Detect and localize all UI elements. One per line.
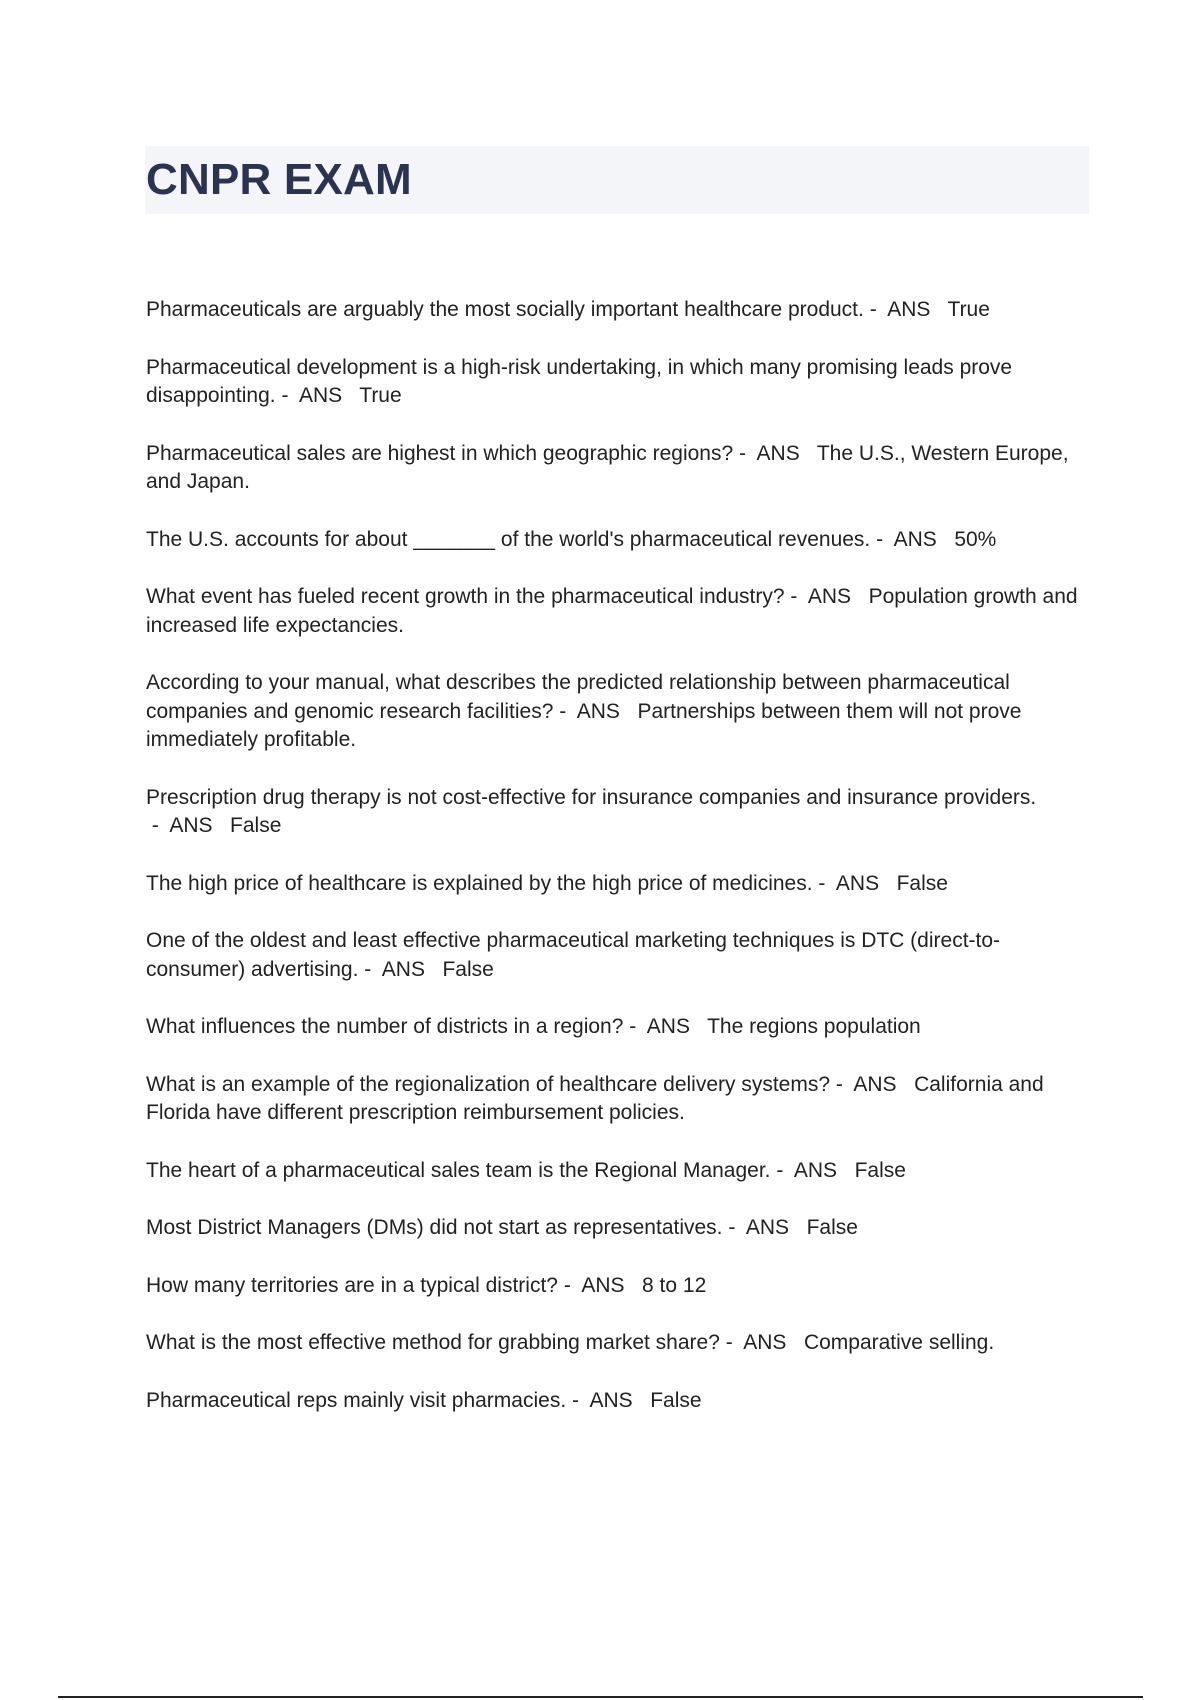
answer-marker: ANS bbox=[893, 527, 937, 551]
question-text: What is an example of the regionalization of healthcare delivery systems? bbox=[146, 1072, 831, 1096]
answer-marker: ANS bbox=[756, 441, 800, 465]
answer-marker: ANS bbox=[835, 871, 880, 895]
answer-marker: ANS bbox=[853, 1072, 897, 1096]
question-text: Pharmaceuticals are arguably the most socially important healthcare product. bbox=[146, 298, 864, 321]
question-text: Pharmaceutical sales are highest in which geographic regions? bbox=[146, 441, 734, 465]
answer-marker: ANS bbox=[169, 814, 213, 837]
answer-marker: ANS bbox=[887, 298, 931, 321]
answer-marker: ANS bbox=[298, 384, 343, 407]
question-text: Prescription drug therapy is not cost-effective for insurance companies and insurance providers. bbox=[146, 785, 1037, 809]
qa-item: According to your manual, what describes the predicted relationship between pharmaceutical companies and genomic research facilities? - ANS Partnerships between them will not prove immediately profitable. bbox=[146, 671, 1022, 751]
question-text: The high price of healthcare is explained by the high price of medicines. bbox=[146, 871, 813, 895]
answer-text: False bbox=[230, 814, 282, 837]
qa-list bbox=[146, 296, 1096, 1444]
answer-marker: ANS bbox=[581, 1273, 625, 1297]
question-text: What influences the number of districts in a region? bbox=[146, 1015, 624, 1038]
question-text: According to your manual, what describes the predicted relationship between pharmaceutical companies and genomic research facilities? bbox=[146, 671, 1010, 723]
answer-marker: ANS bbox=[646, 1015, 690, 1038]
question-text: Pharmaceutical reps mainly visit pharmacies. bbox=[146, 1388, 567, 1412]
answer-marker: ANS bbox=[576, 699, 620, 723]
answer-text: True bbox=[947, 298, 990, 321]
answer-marker: ANS bbox=[745, 1216, 790, 1239]
qa-item: What is an example of the regionalization of healthcare delivery systems? - ANS California and Florida have different prescription reimbursement policies. bbox=[146, 1072, 1044, 1124]
answer-text: The regions population bbox=[707, 1015, 921, 1038]
question-text: Pharmaceutical development is a high-risk undertaking, in which many promising leads prove disappointing. bbox=[146, 355, 1013, 407]
answer-text: False bbox=[854, 1158, 906, 1182]
question-text: What is the most effective method for grabbing market share? bbox=[146, 1331, 720, 1354]
qa-item: How many territories are in a typical district? - ANS 8 to 12 bbox=[146, 1273, 707, 1297]
qa-item: The high price of healthcare is explained by the high price of medicines. - ANS False bbox=[146, 871, 948, 895]
answer-text: True bbox=[359, 384, 402, 407]
question-text: The U.S. accounts for about _______ of the world's pharmaceutical revenues. bbox=[146, 527, 871, 551]
answer-marker: ANS bbox=[793, 1158, 838, 1182]
question-text: What event has fueled recent growth in the pharmaceutical industry? bbox=[146, 585, 785, 608]
answer-marker: ANS bbox=[381, 957, 425, 981]
qa-item: Most District Managers (DMs) did not start as representatives. - ANS False bbox=[146, 1216, 858, 1239]
question-text: Most District Managers (DMs) did not start as representatives. bbox=[146, 1216, 723, 1239]
qa-item: Pharmaceutical sales are highest in which geographic regions? - ANS The U.S., Western Europe, and Japan. bbox=[146, 441, 1069, 493]
answer-text: The U.S., Western Europe, and Japan. bbox=[146, 441, 1069, 493]
qa-item: Pharmaceutical development is a high-risk undertaking, in which many promising leads prove disappointing. - ANS True bbox=[146, 355, 1013, 407]
qa-item: Prescription drug therapy is not cost-effective for insurance companies and insurance providers. - ANS False bbox=[146, 785, 1037, 837]
answer-text: 50% bbox=[954, 527, 997, 551]
answer-text: Comparative selling. bbox=[803, 1331, 995, 1354]
qa-item: What is the most effective method for grabbing market share? - ANS Comparative selling. bbox=[146, 1331, 995, 1354]
answer-text: False bbox=[650, 1388, 702, 1412]
question-text: The heart of a pharmaceutical sales team is the Regional Manager. bbox=[146, 1158, 771, 1182]
answer-text: 8 to 12 bbox=[642, 1273, 707, 1297]
question-text: One of the oldest and least effective pharmaceutical marketing techniques is DTC (direct-to-consumer) advertising. bbox=[146, 929, 1001, 981]
answer-text: False bbox=[806, 1216, 858, 1239]
answer-marker: ANS bbox=[743, 1331, 787, 1354]
footer-rule bbox=[58, 1696, 1143, 1698]
answer-text: False bbox=[896, 871, 948, 895]
answer-marker: ANS bbox=[589, 1388, 633, 1412]
qa-item: Pharmaceutical reps mainly visit pharmacies. - ANS False bbox=[146, 1388, 702, 1412]
answer-text: Population growth and increased life expectancies. bbox=[146, 585, 1078, 637]
answer-text: Partnerships between them will not prove immediately profitable. bbox=[146, 699, 1022, 751]
qa-item: The U.S. accounts for about _______ of the world's pharmaceutical revenues. - ANS 50% bbox=[146, 527, 997, 551]
qa-item: One of the oldest and least effective pharmaceutical marketing techniques is DTC (direct-to-consumer) advertising. - ANS False bbox=[146, 929, 1001, 981]
qa-item: The heart of a pharmaceutical sales team is the Regional Manager. - ANS False bbox=[146, 1158, 906, 1182]
answer-text: California and Florida have different prescription reimbursement policies. bbox=[146, 1072, 1044, 1124]
qa-item: Pharmaceuticals are arguably the most socially important healthcare product. - ANS True bbox=[146, 298, 990, 321]
answer-text: False bbox=[442, 957, 494, 981]
qa-item: What event has fueled recent growth in the pharmaceutical industry? - ANS Population growth and increased life expectancies. bbox=[146, 585, 1078, 637]
qa-item: What influences the number of districts in a region? - ANS The regions population bbox=[146, 1015, 921, 1038]
question-text: How many territories are in a typical district? bbox=[146, 1273, 558, 1297]
page-title: CNPR EXAM bbox=[146, 155, 412, 204]
answer-marker: ANS bbox=[807, 585, 852, 608]
